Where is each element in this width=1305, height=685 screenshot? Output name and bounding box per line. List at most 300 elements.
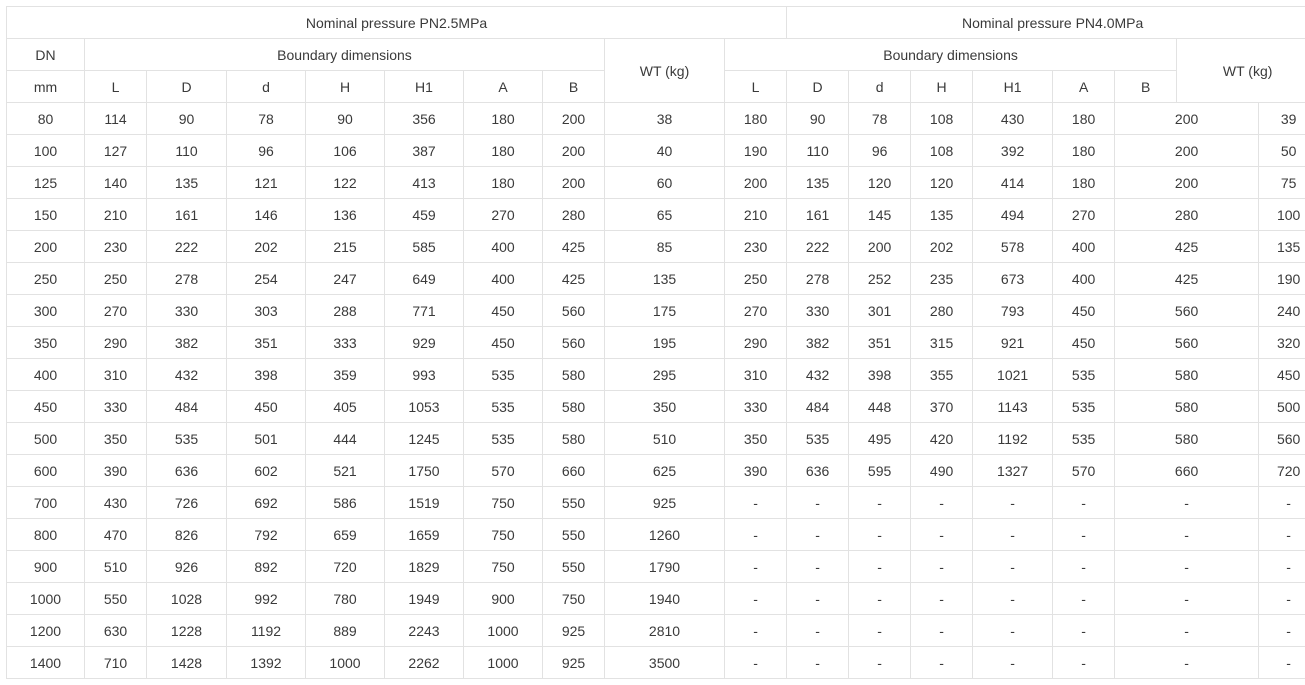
table-cell: 356	[385, 103, 464, 135]
table-cell: -	[911, 583, 973, 615]
table-cell: 125	[7, 167, 85, 199]
table-cell: 521	[306, 455, 385, 487]
table-cell: -	[1259, 583, 1305, 615]
pn40-wt-header: WT (kg)	[1177, 39, 1305, 103]
table-cell: 432	[147, 359, 227, 391]
table-cell: 120	[911, 167, 973, 199]
table-cell: 921	[973, 327, 1053, 359]
table-cell: 649	[385, 263, 464, 295]
table-cell: 330	[147, 295, 227, 327]
table-cell: 400	[1053, 231, 1115, 263]
table-cell: -	[787, 487, 849, 519]
table-cell: -	[973, 583, 1053, 615]
table-cell: 1192	[227, 615, 306, 647]
table-cell: 425	[543, 263, 605, 295]
table-cell: 3500	[605, 647, 725, 679]
table-row	[7, 551, 1305, 583]
table-cell: 720	[306, 551, 385, 583]
table-cell: 108	[911, 135, 973, 167]
table-cell: -	[911, 551, 973, 583]
table-cell: 146	[227, 199, 306, 231]
table-cell: -	[849, 615, 911, 647]
table-cell: 780	[306, 583, 385, 615]
pn40-col-A: A	[1053, 71, 1115, 103]
table-cell: 450	[1053, 327, 1115, 359]
table-cell: 535	[147, 423, 227, 455]
table-cell: 75	[1259, 167, 1305, 199]
header-row-groups	[7, 39, 1305, 71]
table-cell: 535	[1053, 391, 1115, 423]
table-cell: 350	[7, 327, 85, 359]
table-cell: 450	[464, 295, 543, 327]
table-cell: 230	[85, 231, 147, 263]
table-cell: 254	[227, 263, 306, 295]
table-cell: 550	[85, 583, 147, 615]
table-cell: 1228	[147, 615, 227, 647]
table-cell: 252	[849, 263, 911, 295]
table-cell: 202	[911, 231, 973, 263]
table-cell: 2262	[385, 647, 464, 679]
table-cell: 1245	[385, 423, 464, 455]
table-cell: 570	[464, 455, 543, 487]
table-cell: -	[849, 583, 911, 615]
table-cell: 500	[7, 423, 85, 455]
table-cell: 550	[543, 551, 605, 583]
pn25-col-H: H	[306, 71, 385, 103]
table-cell: 425	[1115, 231, 1259, 263]
table-cell: 390	[725, 455, 787, 487]
table-row	[7, 487, 1305, 519]
table-cell: 560	[1115, 295, 1259, 327]
table-cell: 140	[85, 167, 147, 199]
table-cell: 826	[147, 519, 227, 551]
table-cell: 490	[911, 455, 973, 487]
table-cell: 400	[1053, 263, 1115, 295]
table-row	[7, 359, 1305, 391]
table-cell: 535	[464, 423, 543, 455]
table-cell: 673	[973, 263, 1053, 295]
table-cell: 215	[306, 231, 385, 263]
table-cell: 39	[1259, 103, 1305, 135]
table-cell: 222	[787, 231, 849, 263]
table-cell: 295	[605, 359, 725, 391]
table-cell: 459	[385, 199, 464, 231]
table-row	[7, 391, 1305, 423]
table-cell: 450	[1259, 359, 1305, 391]
table-cell: 398	[227, 359, 306, 391]
table-cell: 889	[306, 615, 385, 647]
table-cell: 430	[85, 487, 147, 519]
table-cell: 600	[7, 455, 85, 487]
table-cell: 926	[147, 551, 227, 583]
table-cell: 793	[973, 295, 1053, 327]
table-cell: 280	[543, 199, 605, 231]
table-cell: 270	[1053, 199, 1115, 231]
pn40-col-H: H	[911, 71, 973, 103]
table-cell: 310	[725, 359, 787, 391]
table-cell: 1000	[464, 647, 543, 679]
table-cell: 210	[85, 199, 147, 231]
table-cell: 270	[85, 295, 147, 327]
table-cell: 750	[464, 551, 543, 583]
table-cell: 398	[849, 359, 911, 391]
table-cell: 290	[85, 327, 147, 359]
table-cell: 355	[911, 359, 973, 391]
table-cell: 726	[147, 487, 227, 519]
table-cell: 659	[306, 519, 385, 551]
table-cell: 560	[1115, 327, 1259, 359]
table-cell: 120	[849, 167, 911, 199]
table-cell: 121	[227, 167, 306, 199]
table-row	[7, 327, 1305, 359]
table-cell: -	[973, 615, 1053, 647]
table-cell: -	[725, 583, 787, 615]
table-cell: 106	[306, 135, 385, 167]
table-cell: 501	[227, 423, 306, 455]
table-cell: 330	[85, 391, 147, 423]
table-cell: 200	[725, 167, 787, 199]
table-cell: 180	[1053, 103, 1115, 135]
table-cell: 495	[849, 423, 911, 455]
table-cell: 484	[147, 391, 227, 423]
table-cell: -	[1259, 647, 1305, 679]
table-cell: -	[1053, 615, 1115, 647]
table-cell: 1000	[7, 583, 85, 615]
table-cell: 136	[306, 199, 385, 231]
table-cell: 900	[464, 583, 543, 615]
table-cell: 135	[147, 167, 227, 199]
table-cell: -	[1259, 487, 1305, 519]
table-cell: 450	[464, 327, 543, 359]
table-cell: 1000	[306, 647, 385, 679]
table-cell: -	[725, 615, 787, 647]
table-cell: 550	[543, 519, 605, 551]
table-cell: 200	[1115, 103, 1259, 135]
table-cell: 432	[787, 359, 849, 391]
table-cell: 500	[1259, 391, 1305, 423]
table-cell: 630	[85, 615, 147, 647]
table-cell: 892	[227, 551, 306, 583]
table-cell: 535	[1053, 359, 1115, 391]
table-cell: 390	[85, 455, 147, 487]
table-cell: 1829	[385, 551, 464, 583]
table-cell: 625	[605, 455, 725, 487]
table-cell: 382	[147, 327, 227, 359]
table-cell: 350	[725, 423, 787, 455]
table-cell: 38	[605, 103, 725, 135]
table-cell: -	[1053, 583, 1115, 615]
table-cell: 1028	[147, 583, 227, 615]
table-cell: -	[849, 519, 911, 551]
table-cell: 100	[7, 135, 85, 167]
dn-header: DN	[7, 39, 85, 71]
pn40-col-D: D	[787, 71, 849, 103]
table-cell: 494	[973, 199, 1053, 231]
table-cell: 180	[1053, 167, 1115, 199]
table-cell: 800	[7, 519, 85, 551]
table-cell: 250	[7, 263, 85, 295]
table-cell: 280	[1115, 199, 1259, 231]
table-cell: 315	[911, 327, 973, 359]
table-cell: 127	[85, 135, 147, 167]
table-row	[7, 615, 1305, 647]
table-cell: -	[911, 615, 973, 647]
table-cell: 392	[973, 135, 1053, 167]
table-cell: 993	[385, 359, 464, 391]
table-cell: -	[725, 647, 787, 679]
table-cell: 792	[227, 519, 306, 551]
table-cell: 135	[605, 263, 725, 295]
table-row	[7, 295, 1305, 327]
table-cell: 750	[464, 487, 543, 519]
table-cell: 400	[464, 231, 543, 263]
table-cell: 700	[7, 487, 85, 519]
table-cell: 535	[1053, 423, 1115, 455]
table-cell: 580	[543, 391, 605, 423]
table-cell: 1021	[973, 359, 1053, 391]
table-cell: 1327	[973, 455, 1053, 487]
table-cell: 750	[464, 519, 543, 551]
table-cell: 660	[543, 455, 605, 487]
table-cell: 310	[85, 359, 147, 391]
table-cell: 180	[464, 103, 543, 135]
table-cell: 110	[147, 135, 227, 167]
table-cell: 40	[605, 135, 725, 167]
table-cell: 1428	[147, 647, 227, 679]
table-cell: 550	[543, 487, 605, 519]
table-cell: 303	[227, 295, 306, 327]
table-cell: 90	[787, 103, 849, 135]
table-cell: -	[1115, 551, 1259, 583]
table-cell: 135	[911, 199, 973, 231]
table-cell: -	[911, 487, 973, 519]
table-cell: 250	[725, 263, 787, 295]
table-cell: 1750	[385, 455, 464, 487]
table-cell: 636	[147, 455, 227, 487]
table-cell: 90	[306, 103, 385, 135]
table-cell: -	[1115, 583, 1259, 615]
table-cell: 190	[725, 135, 787, 167]
table-cell: -	[849, 487, 911, 519]
table-cell: 161	[787, 199, 849, 231]
pn25-col-L: L	[85, 71, 147, 103]
table-cell: 1519	[385, 487, 464, 519]
table-cell: 333	[306, 327, 385, 359]
table-cell: 586	[306, 487, 385, 519]
table-row	[7, 103, 1305, 135]
table-cell: 470	[85, 519, 147, 551]
table-cell: -	[787, 647, 849, 679]
table-cell: 560	[1259, 423, 1305, 455]
table-cell: -	[787, 551, 849, 583]
table-cell: 200	[7, 231, 85, 263]
table-cell: 150	[7, 199, 85, 231]
table-cell: -	[1115, 615, 1259, 647]
table-cell: -	[1115, 487, 1259, 519]
table-cell: 180	[464, 135, 543, 167]
table-cell: -	[787, 615, 849, 647]
table-cell: 1392	[227, 647, 306, 679]
table-cell: 320	[1259, 327, 1305, 359]
table-cell: 80	[7, 103, 85, 135]
pn25-col-B: B	[543, 71, 605, 103]
table-cell: 535	[464, 391, 543, 423]
table-cell: -	[973, 647, 1053, 679]
pn40-col-L: L	[725, 71, 787, 103]
pn25-col-H1: H1	[385, 71, 464, 103]
table-cell: -	[1115, 647, 1259, 679]
table-cell: 1053	[385, 391, 464, 423]
table-cell: 110	[787, 135, 849, 167]
table-cell: 350	[605, 391, 725, 423]
table-cell: 560	[543, 327, 605, 359]
table-cell: 580	[1115, 359, 1259, 391]
table-cell: -	[1053, 487, 1115, 519]
table-cell: 270	[725, 295, 787, 327]
table-cell: 235	[911, 263, 973, 295]
table-row	[7, 583, 1305, 615]
table-cell: -	[1115, 519, 1259, 551]
pn40-col-H1: H1	[973, 71, 1053, 103]
table-cell: 1659	[385, 519, 464, 551]
table-cell: 900	[7, 551, 85, 583]
table-cell: 290	[725, 327, 787, 359]
table-row	[7, 455, 1305, 487]
table-cell: 448	[849, 391, 911, 423]
table-cell: 450	[1053, 295, 1115, 327]
pn25-col-D: D	[147, 71, 227, 103]
table-cell: -	[1259, 551, 1305, 583]
table-cell: 222	[147, 231, 227, 263]
table-cell: 413	[385, 167, 464, 199]
pn40-title: Nominal pressure PN4.0MPa	[787, 7, 1305, 39]
table-cell: 414	[973, 167, 1053, 199]
table-cell: 425	[1115, 263, 1259, 295]
table-cell: 210	[725, 199, 787, 231]
table-cell: -	[1259, 615, 1305, 647]
pn40-col-d: d	[849, 71, 911, 103]
table-cell: 771	[385, 295, 464, 327]
table-cell: 692	[227, 487, 306, 519]
table-row	[7, 647, 1305, 679]
table-cell: 510	[605, 423, 725, 455]
table-cell: 122	[306, 167, 385, 199]
table-cell: 195	[605, 327, 725, 359]
table-cell: 535	[787, 423, 849, 455]
table-cell: 200	[849, 231, 911, 263]
table-cell: 114	[85, 103, 147, 135]
pn25-col-d: d	[227, 71, 306, 103]
table-cell: 636	[787, 455, 849, 487]
table-cell: 1790	[605, 551, 725, 583]
table-cell: 90	[147, 103, 227, 135]
table-cell: 585	[385, 231, 464, 263]
pn25-boundary-header: Boundary dimensions	[85, 39, 605, 71]
table-cell: 382	[787, 327, 849, 359]
table-cell: 2243	[385, 615, 464, 647]
table-cell: 578	[973, 231, 1053, 263]
table-cell: 200	[543, 103, 605, 135]
table-cell: 135	[787, 167, 849, 199]
table-cell: 1143	[973, 391, 1053, 423]
table-cell: 190	[1259, 263, 1305, 295]
table-cell: 405	[306, 391, 385, 423]
table-cell: 78	[227, 103, 306, 135]
table-cell: 247	[306, 263, 385, 295]
table-cell: 180	[464, 167, 543, 199]
table-cell: 992	[227, 583, 306, 615]
table-cell: -	[725, 487, 787, 519]
table-cell: 250	[85, 263, 147, 295]
table-cell: 1000	[464, 615, 543, 647]
table-cell: -	[1053, 647, 1115, 679]
table-cell: 230	[725, 231, 787, 263]
table-row	[7, 423, 1305, 455]
table-cell: 240	[1259, 295, 1305, 327]
table-cell: 580	[1115, 391, 1259, 423]
table-cell: 145	[849, 199, 911, 231]
table-cell: 400	[464, 263, 543, 295]
table-cell: 270	[464, 199, 543, 231]
table-cell: 925	[543, 615, 605, 647]
table-cell: 425	[543, 231, 605, 263]
table-cell: -	[849, 647, 911, 679]
table-cell: 200	[543, 167, 605, 199]
table-cell: 180	[725, 103, 787, 135]
pn25-wt-header: WT (kg)	[605, 39, 725, 103]
table-cell: 1200	[7, 615, 85, 647]
table-cell: 200	[543, 135, 605, 167]
table-cell: 370	[911, 391, 973, 423]
pn25-title: Nominal pressure PN2.5MPa	[7, 7, 787, 39]
table-cell: 330	[725, 391, 787, 423]
table-cell: 925	[543, 647, 605, 679]
table-cell: 1949	[385, 583, 464, 615]
table-cell: 359	[306, 359, 385, 391]
table-cell: 96	[227, 135, 306, 167]
table-cell: 430	[973, 103, 1053, 135]
table-cell: 1400	[7, 647, 85, 679]
table-cell: 535	[464, 359, 543, 391]
table-cell: 560	[543, 295, 605, 327]
mm-header: mm	[7, 71, 85, 103]
table-row	[7, 167, 1305, 199]
table-cell: 660	[1115, 455, 1259, 487]
table-cell: 100	[1259, 199, 1305, 231]
table-cell: 750	[543, 583, 605, 615]
table-cell: 301	[849, 295, 911, 327]
table-cell: 351	[227, 327, 306, 359]
table-cell: 135	[1259, 231, 1305, 263]
table-cell: 2810	[605, 615, 725, 647]
table-cell: 420	[911, 423, 973, 455]
pn40-col-B: B	[1115, 71, 1177, 103]
table-cell: 450	[7, 391, 85, 423]
table-cell: 108	[911, 103, 973, 135]
header-row-pressure	[7, 7, 1305, 39]
table-cell: 96	[849, 135, 911, 167]
table-cell: 595	[849, 455, 911, 487]
table-cell: -	[787, 583, 849, 615]
table-row	[7, 135, 1305, 167]
table-cell: 300	[7, 295, 85, 327]
table-cell: 161	[147, 199, 227, 231]
table-cell: 278	[147, 263, 227, 295]
table-cell: 580	[543, 423, 605, 455]
table-cell: 580	[543, 359, 605, 391]
table-cell: 278	[787, 263, 849, 295]
table-cell: 929	[385, 327, 464, 359]
